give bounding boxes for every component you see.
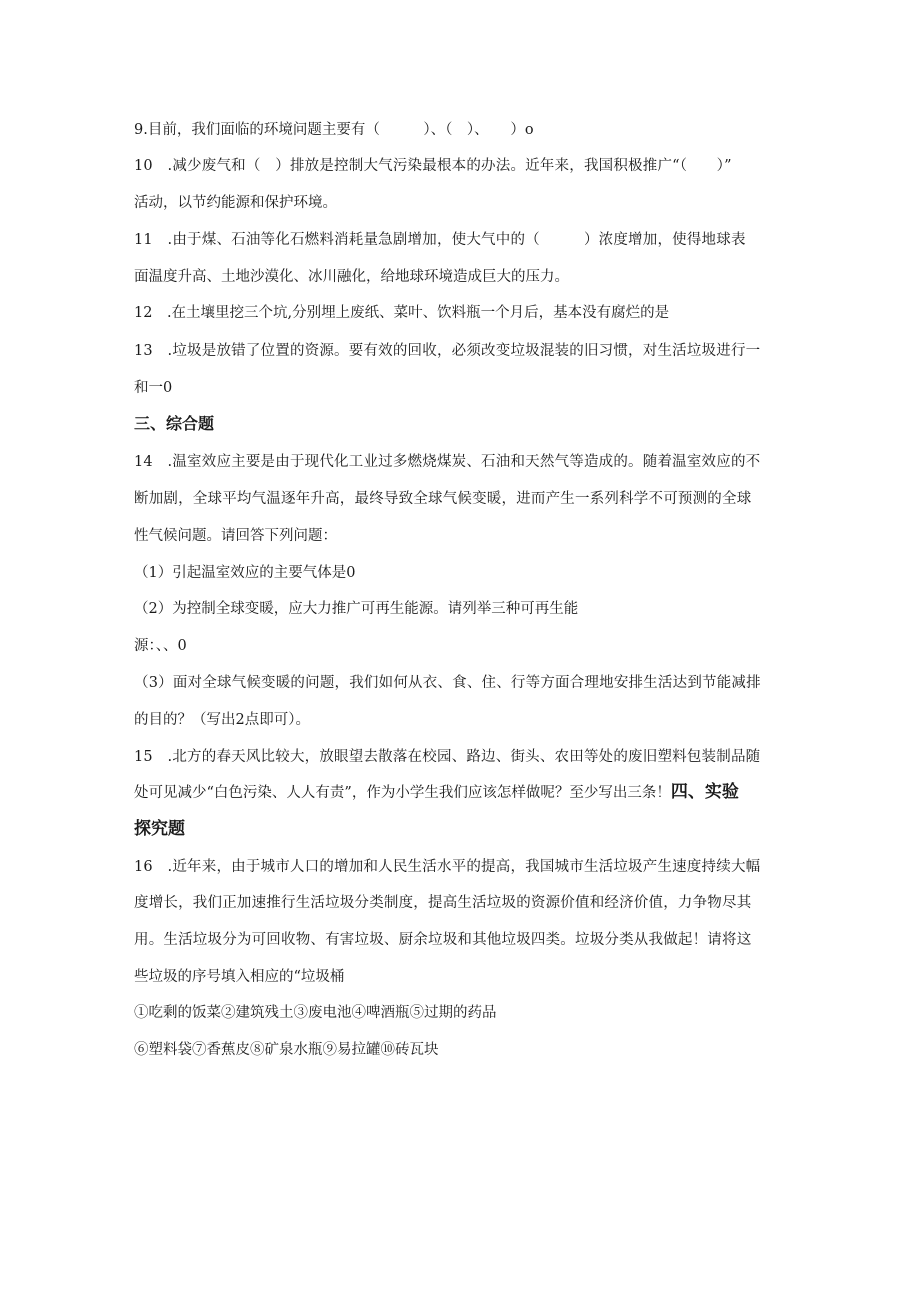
- question-11-line-1: 11 .由于煤、石油等化石燃料消耗量急剧增加，使大气中的（ ）浓度增加，使得地球表: [134, 232, 746, 248]
- question-13-line-1: 13 .垃圾是放错了位置的资源。要有效的回收，必须改变垃圾混装的旧习惯，对生活垃圾进行一: [134, 343, 761, 359]
- question-16-line-1: 16 .近年来，由于城市人口的增加和人民生活水平的提高，我国城市生活垃圾产生速度持续大幅: [134, 859, 761, 875]
- question-15-line-1: 15 .北方的春天风比较大，放眼望去散落在校园、路边、街头、农田等处的废旧塑料包装制品随: [134, 749, 761, 765]
- section-heading-experiment-part-1: 四、实验: [670, 782, 739, 802]
- section-heading-comprehensive: 三、综合题: [134, 414, 215, 433]
- question-11-line-2: 面温度升高、土地沙漠化、冰川融化，给地球环境造成巨大的压力。: [134, 269, 569, 285]
- question-10-line-1: 10 .减少废气和（ ）排放是控制大气污染最根本的办法。近年来，我国积极推广“（ ）”: [134, 158, 732, 174]
- question-16-line-3: 用。生活垃圾分为可回收物、有害垃圾、厨余垃圾和其他垃圾四类。垃圾分类从我做起！请将这: [134, 932, 752, 948]
- question-16-line-4: 些垃圾的序号填入相应的“垃圾桶: [134, 969, 345, 985]
- question-9: 9.目前，我们面临的环境问题主要有（ ）、（ ）、 ）o: [134, 122, 534, 138]
- question-16-items-2: ⑥塑料袋⑦香蕉皮⑧矿泉水瓶⑨易拉罐⑩砖瓦块: [134, 1042, 439, 1058]
- question-14-line-1: 14 .温室效应主要是由于现代化工业过多燃烧煤炭、石油和天然气等造成的。随着温室效应的不: [134, 454, 761, 470]
- question-15-line-2: [134, 781, 794, 804]
- question-14-line-3: 性气候问题。请回答下列问题：: [134, 528, 337, 544]
- question-14-sub-3-line-1: （3）面对全球气候变暖的问题，我们如何从衣、食、住、行等方面合理地安排生活达到节能减排: [134, 675, 761, 691]
- question-16-line-2: 度增长，我们正加速推行生活垃圾分类制度，提高生活垃圾的资源价值和经济价值，力争物尽其: [134, 895, 752, 911]
- question-10-line-2: 活动，以节约能源和保护环境。: [134, 195, 337, 211]
- question-12: 12 .在土壤里挖三个坑,分别埋上废纸、菜叶、饮料瓶一个月后，基本没有腐烂的是: [134, 305, 670, 321]
- question-15-text: 处可见减少“白色污染、人人有责”，作为小学生我们应该怎样做呢？至少写出三条！: [134, 785, 671, 801]
- question-14-sub-2-line-2: 源：、、0: [134, 638, 187, 654]
- question-14-sub-3-line-2: 的目的？（写出2点即可）。: [134, 712, 310, 728]
- question-14-line-2: 断加剧，全球平均气温逐年升高，最终导致全球气候变暖，进而产生一系列科学不可预测的全球: [134, 491, 752, 507]
- question-16-items-1: ①吃剩的饭菜②建筑残土③废电池④啤酒瓶⑤过期的药品: [134, 1005, 497, 1021]
- question-13-line-2: 和一0: [134, 380, 173, 396]
- section-heading-experiment-part-2: 探究题: [134, 819, 185, 839]
- question-14-sub-1: （1）引起温室效应的主要气体是0: [134, 565, 356, 581]
- question-14-sub-2-line-1: （2）为控制全球变暖，应大力推广可再生能源。请列举三种可再生能: [134, 601, 579, 617]
